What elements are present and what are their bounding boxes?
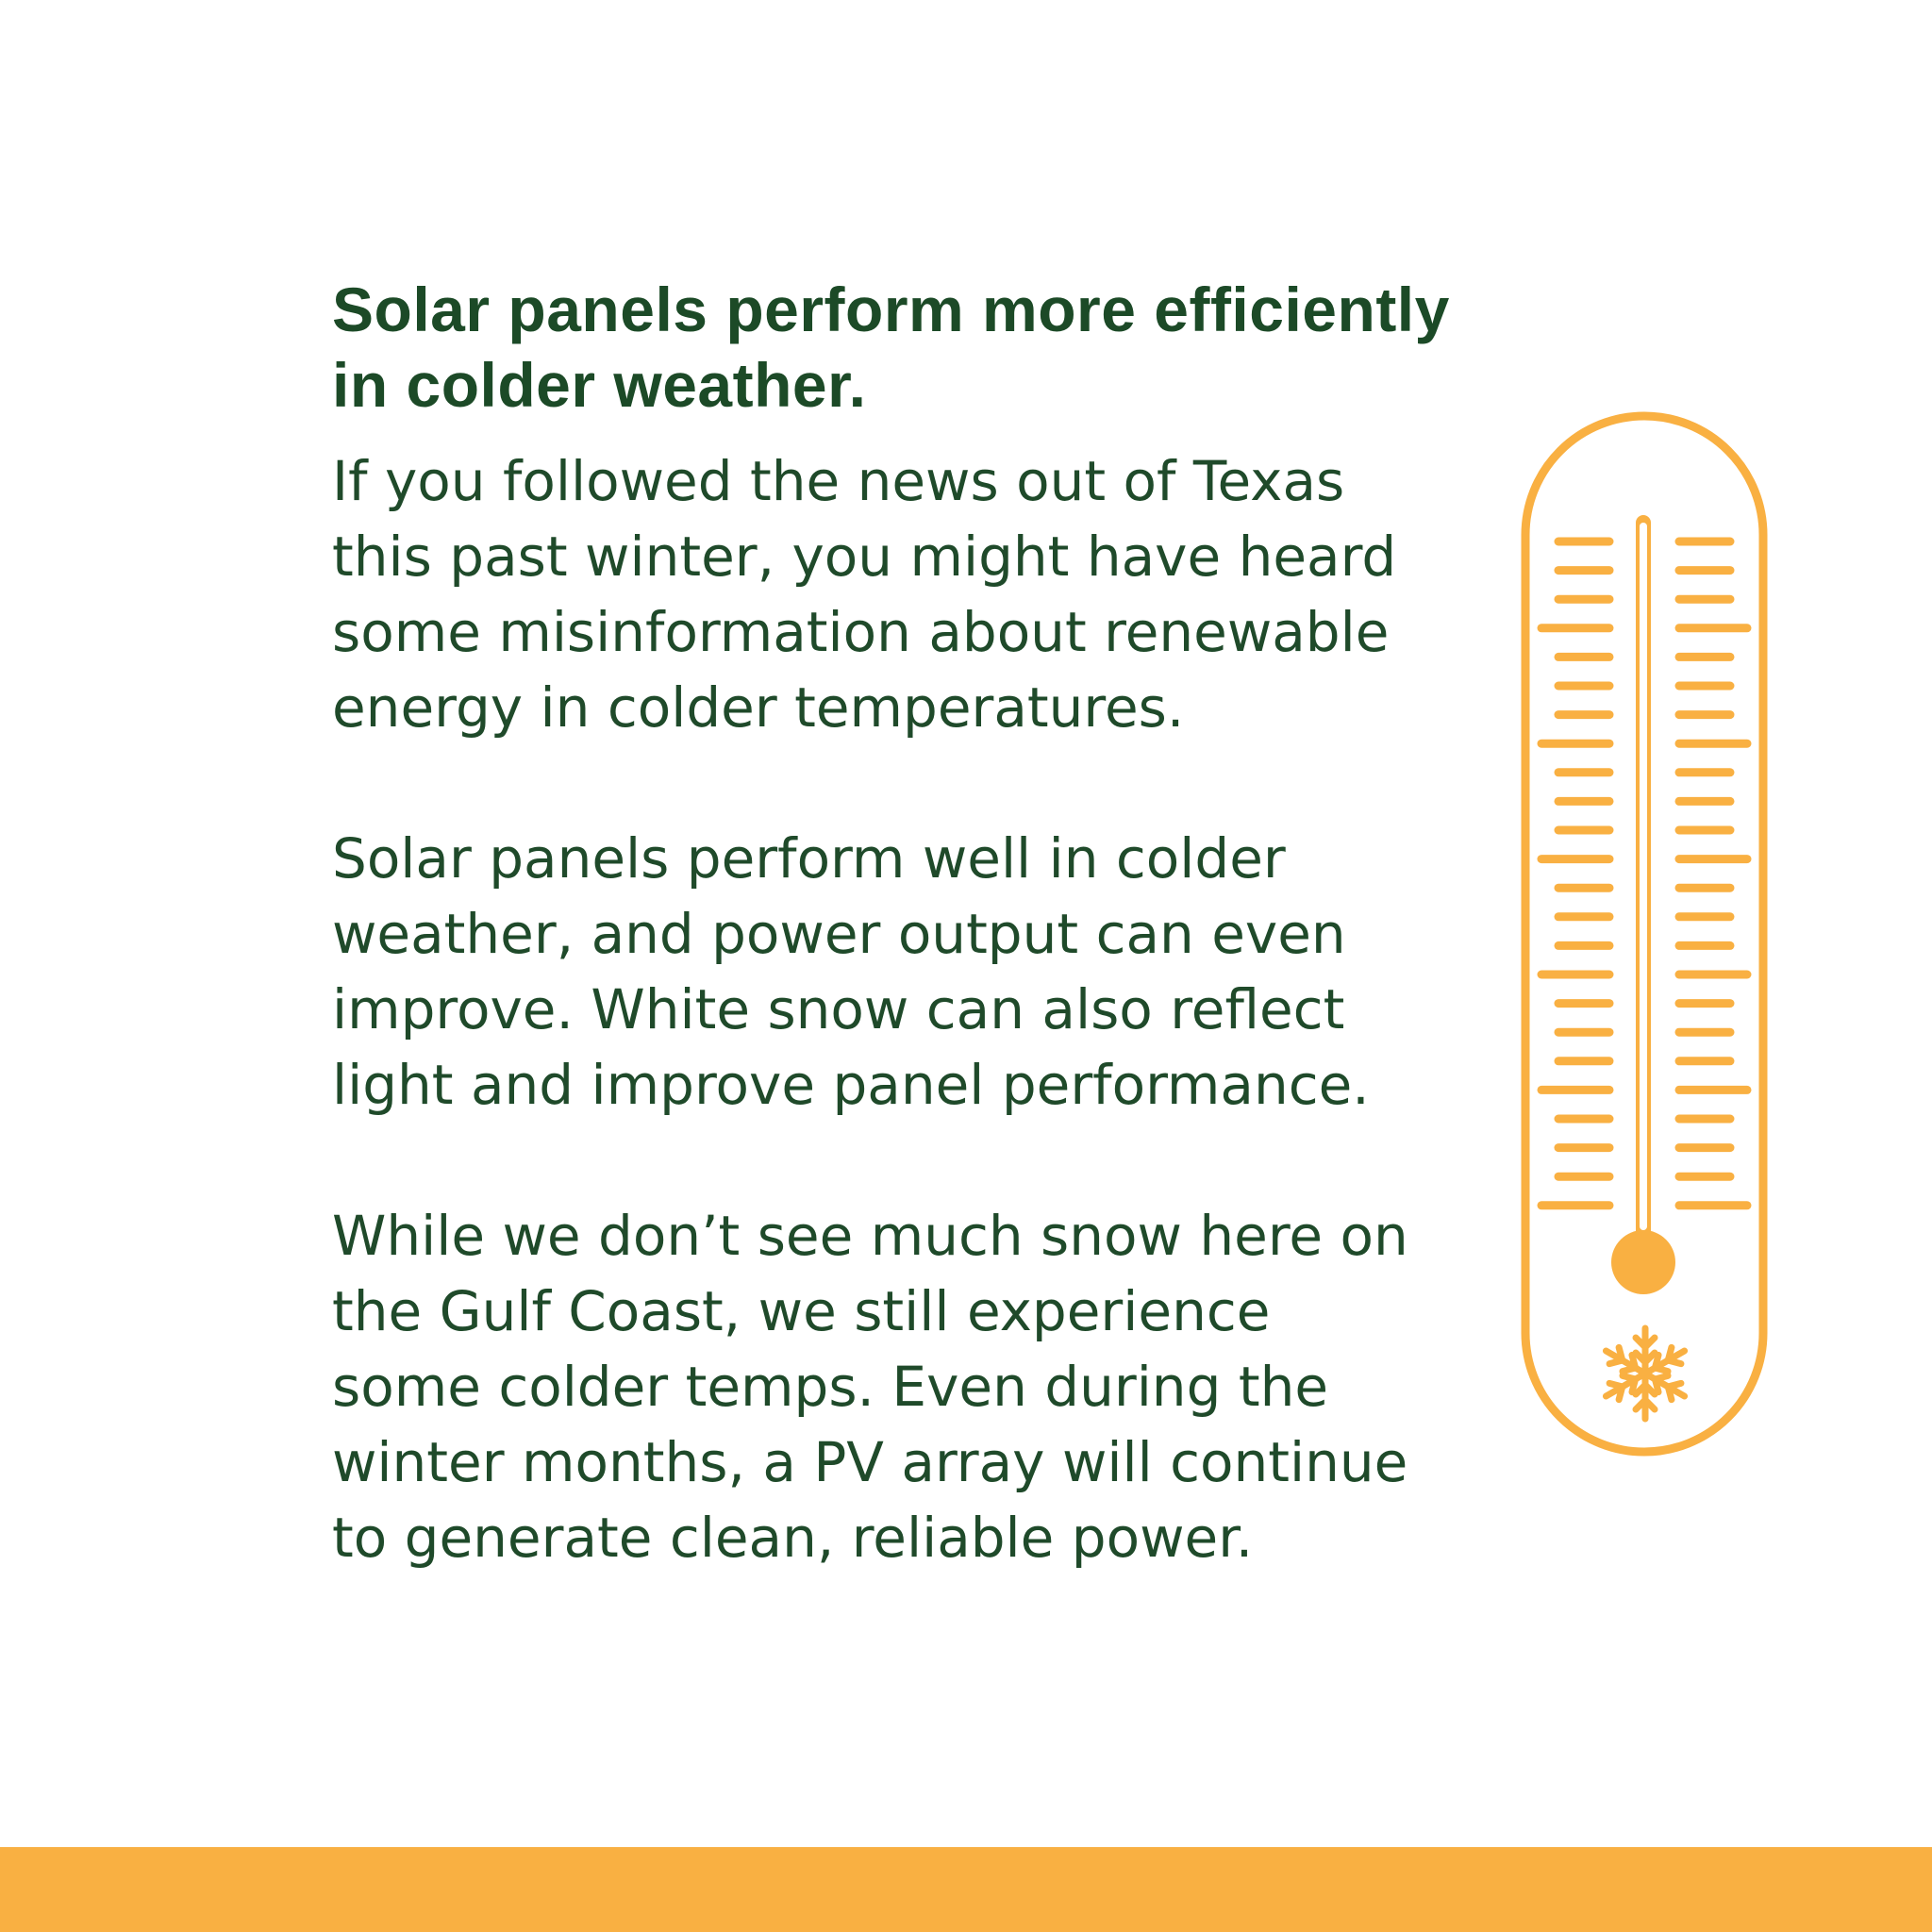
thermometer-bulb — [1611, 1230, 1675, 1294]
paragraph-gulf-coast: While we don’t see much snow here on the Gulf Coast, we still experience some colder temps. Even during the winter months, a PV array will continue to generate clean, reliable power. — [332, 1204, 1408, 1570]
thermometer-icon — [1517, 408, 1772, 1460]
paragraph-cold-performance: Solar panels perform well in colder weather, and power output can even improve. White snow can also reflect light and improve panel performance. — [332, 826, 1370, 1117]
text-content — [332, 272, 1464, 1575]
paragraph-texas-news: If you followed the news out of Texas this past winter, you might have heard some misinformation about renewable energy in colder temperatures. — [332, 449, 1397, 740]
headline: Solar panels perform more efficiently in colder weather. — [332, 275, 1450, 420]
snowflake-icon — [1601, 1328, 1689, 1419]
footer-bar — [0, 1847, 1932, 1932]
